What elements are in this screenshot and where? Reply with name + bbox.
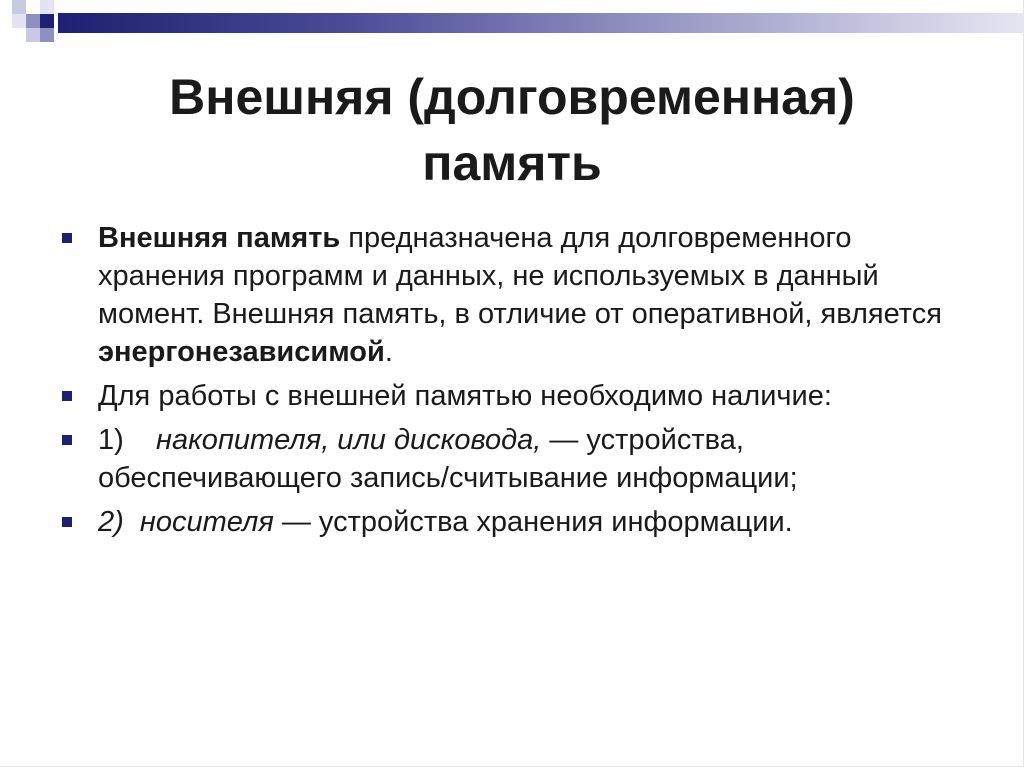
bullet-italic: носителя	[139, 506, 274, 538]
bullet-text: Для работы с внешней памятью необходимо наличие:	[98, 380, 832, 412]
bullet-bold-lead: Внешняя память	[98, 222, 341, 254]
bullet-item	[62, 377, 962, 415]
square-bullet-icon	[62, 233, 72, 243]
bullet-text: — устройства хранения информации.	[273, 506, 793, 538]
bullet-item	[62, 503, 962, 541]
bullet-italic: накопителя, или дисковода,	[156, 424, 542, 456]
title-line-2: память	[422, 135, 602, 191]
bullet-text: предназначена для долговременного хранения программ и данных, не используемых в данный момент. Внешняя память, в отличие от оперативной, является	[98, 222, 942, 330]
header-gradient-bar	[58, 13, 1024, 33]
bullet-prefix: 1)	[98, 424, 124, 456]
bullet-italic-prefix: 2)	[98, 506, 124, 538]
bullet-bold-tail: энергонезависимой	[98, 336, 385, 368]
bullet-list	[62, 219, 962, 547]
bullet-text: — устройства, обеспечивающего запись/считывание информации;	[98, 424, 798, 494]
bullet-item	[62, 421, 962, 497]
title-line-1: Внешняя (долговременная)	[169, 69, 855, 125]
square-bullet-icon	[62, 391, 72, 401]
bullet-item	[62, 219, 962, 371]
square-bullet-icon	[62, 517, 72, 527]
slide-title	[40, 64, 984, 196]
bullet-tail: .	[384, 336, 393, 368]
square-bullet-icon	[62, 435, 72, 445]
